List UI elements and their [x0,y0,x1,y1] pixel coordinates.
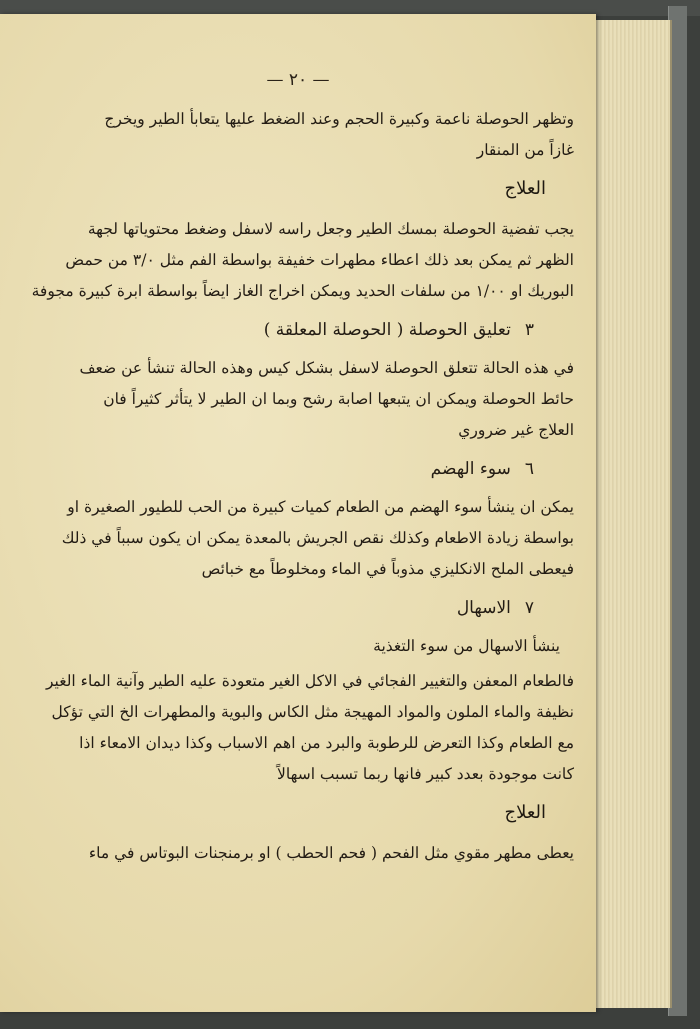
text-line: يجب تفضية الحوصلة بمسك الطير وجعل راسه لاسفل وضغط محتوياتها لجهة [87,220,574,238]
text-line: وتظهر الحوصلة ناعمة وكبيرة الحجم وعند الضغط عليها يتعابأ الطير ويخرج [104,110,574,128]
section-number: ٦ [524,459,534,479]
text-line: يمكن ان ينشأ سوء الهضم من الطعام كميات كبيرة من الحب للطيور الصغيرة او [67,498,574,516]
text-line: البوريك او ١/٠٠ من سلفات الحديد ويمكن اخراج الغاز ايضاً بواسطة ابرة كبيرة مجوفة [31,282,574,300]
section-title: سوء الهضم [430,459,511,479]
text-line: العلاج غير ضروري [458,421,574,439]
paragraph-swelling-1 [18,104,574,166]
section-title: تعليق الحوصلة ( الحوصلة المعلقة ) [263,320,511,340]
text-line: كانت موجودة بعدد كبير فانها ربما تسبب اسهالاً [277,765,574,783]
heading-treatment: العلاج [504,178,546,199]
paragraph-treatment-2 [18,838,574,869]
page-body [18,104,574,869]
paragraph-indigestion [18,492,574,585]
text-line: مع الطعام وكذا التعرض للرطوبة والبرد من اهم الاسباب وكذا ديدان الامعاء اذا [79,734,574,752]
text-line: فيعطى الملح الانكليزي مذوباً في الماء ومخلوطاً مع خبائص [201,560,574,578]
page-edges [586,20,672,1008]
text-line: حائط الحوصلة ويمكن ان يتبعها اصابة رشح وبما ان الطير لا يتأثر كثيراً فان [103,390,574,408]
section-heading-crop-suspension [18,315,534,345]
text-line: في هذه الحالة تتعلق الحوصلة لاسفل بشكل كيس وهذه الحالة تنشأ عن ضعف [79,359,574,377]
paragraph-diarrhea-details [18,666,574,790]
section-number: ٧ [524,598,534,618]
text-line: نظيفة والماء الملون والمواد المهيجة مثل الكاس والبوية والمطهرات الخ التي تؤكل [51,703,574,721]
section-heading-diarrhea [18,593,534,623]
paragraph-treatment-1 [18,214,574,307]
text-line: غازاً من المنقار [476,141,574,159]
page-number: — ٢٠ — [266,70,330,90]
section-number: ٣ [524,320,534,340]
paragraph-crop-suspension [18,353,574,446]
paragraph-diarrhea-cause [18,631,574,662]
text-line: بواسطة زيادة الاطعام وكذلك نقص الجريش بالمعدة يمكن ان يكون سبباً في ذلك [61,529,574,547]
text-line: الظهر ثم يمكن بعد ذلك اعطاء مطهرات خفيفة بواسطة الفم مثل ٣/٠ من حمض [65,251,574,269]
text-line: فالطعام المعفن والتغيير الفجائي في الاكل الغير متعودة عليه الطير وآنية الماء الغير [46,672,574,690]
section-title: الاسهال [456,598,511,618]
heading-treatment-2: العلاج [504,802,546,823]
text-line: ينشأ الاسهال من سوء التغذية [373,637,560,655]
section-heading-indigestion [18,454,534,484]
text-line: يعطى مطهر مقوي مثل الفحم ( فحم الحطب ) او برمنجنات البوتاس في ماء [88,844,574,862]
